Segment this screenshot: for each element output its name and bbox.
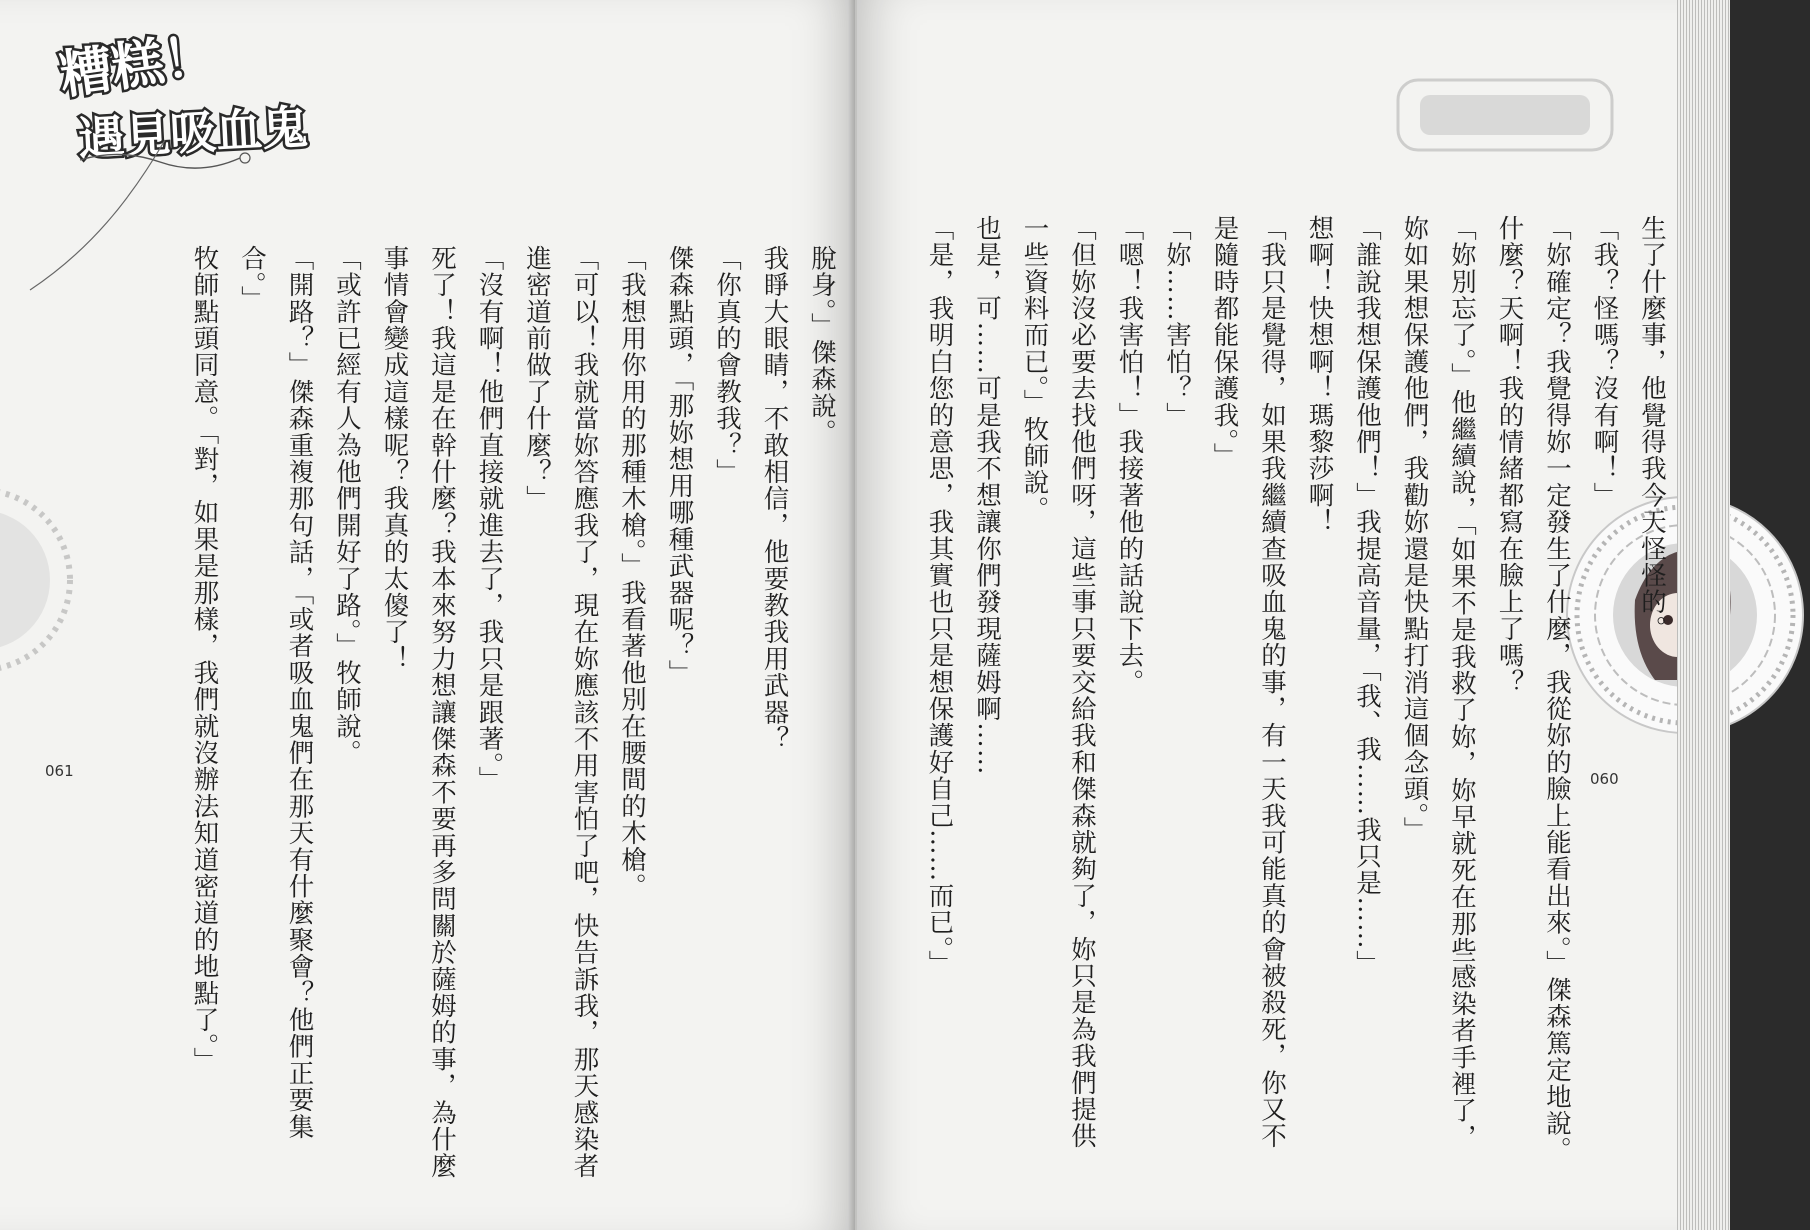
text-line: 「嗯！我害怕！」我接著他的話說下去。 bbox=[1114, 215, 1145, 696]
text-line: 「但妳沒必要去找他們呀，這些事只要交給我和傑森就夠了，妳只是為我們提供 bbox=[1067, 215, 1097, 1150]
text-line: 「我只是覺得，如果我繼續查吸血鬼的事，有一天我可能真的會被殺死，你又不 bbox=[1257, 215, 1287, 1150]
text-line: 想啊！快想啊！瑪黎莎啊！ bbox=[1304, 215, 1335, 536]
text-line: 牧師點頭同意。「對，如果是那樣，我們就沒辦法知道密道的地點了。」 bbox=[189, 245, 220, 1074]
book-fore-edge bbox=[1677, 0, 1730, 1230]
text-line: 是隨時都能保護我。」 bbox=[1209, 215, 1240, 470]
text-line: 「你真的會教我？」 bbox=[712, 245, 742, 486]
text-line: 「妳……害怕？」 bbox=[1162, 215, 1192, 429]
text-line: 「妳別忘了。」他繼續說，「如果不是我救了妳，妳早就死在那些感染者手裡了， bbox=[1447, 215, 1477, 1151]
text-line: 脫身。」傑森說。 bbox=[807, 245, 837, 446]
text-line: 死了！我這是在幹什麼？我本來努力想讓傑森不要再多問關於薩姆的事，為什麼 bbox=[427, 245, 457, 1180]
text-line: 「我？怪嗎？沒有啊！」 bbox=[1589, 215, 1620, 509]
text-line: 「或許已經有人為他們開好了路。」牧師說。 bbox=[332, 245, 362, 767]
right-page-body bbox=[915, 215, 1675, 1164]
page-number-right: 060 bbox=[1590, 770, 1619, 788]
text-line: 也是，可……可是我不想讓你們發現薩姆啊…… bbox=[972, 215, 1002, 776]
logo-title-line1: 糟糕！ bbox=[56, 24, 220, 107]
text-line: 「妳確定？我覺得妳一定發生了什麼，我從妳的臉上能看出來。」傑森篤定地說。 bbox=[1542, 215, 1572, 1164]
text-line: 「我想用你用的那種木槍。」我看著他別在腰間的木槍。 bbox=[617, 245, 647, 900]
text-line: 傑森點頭，「那妳想用哪種武器呢？」 bbox=[664, 245, 695, 687]
show-through-logo bbox=[1390, 60, 1620, 170]
page-number-left: 061 bbox=[45, 762, 74, 780]
logo-title-line2: 遇見吸血鬼 bbox=[76, 99, 310, 166]
text-line: 「開路？」傑森重複那句話，「或者吸血鬼們在那天有什麼聚會？他們正要集 bbox=[284, 245, 315, 1141]
decorative-lace-left bbox=[0, 480, 80, 680]
text-line: 事情會變成這樣呢？我真的太傻了！ bbox=[379, 245, 410, 673]
text-line: 生了什麼事，他覺得我今天怪怪的。 bbox=[1637, 215, 1667, 643]
text-line: 「沒有啊！他們直接就進去了，我只是跟著。」 bbox=[474, 245, 505, 793]
text-line: 什麼？天啊！我的情緒都寫在臉上了嗎？ bbox=[1494, 215, 1525, 696]
text-line: 一些資料而已。」牧師說。 bbox=[1019, 215, 1050, 523]
decorative-vine bbox=[20, 140, 170, 300]
text-line: 「誰說我想保護他們！」我提高音量，「我、我……我只是……」 bbox=[1352, 215, 1382, 977]
left-page bbox=[0, 0, 855, 1230]
text-line: 「可以！我就當妳答應我了，現在妳應該不用害怕了吧，快告訴我，那天感染者 bbox=[569, 245, 600, 1180]
text-line: 「是，我明白您的意思，我其實也只是想保護好自己……而已。」 bbox=[924, 215, 955, 977]
text-line: 合。」 bbox=[237, 245, 267, 313]
left-page-body bbox=[180, 245, 940, 1180]
text-line: 我睜大眼睛，不敢相信，他要教我用武器？ bbox=[759, 245, 790, 753]
text-line: 進密道前做了什麼？」 bbox=[522, 245, 552, 512]
text-line: 妳如果想保護他們，我勸妳還是快點打消這個念頭。」 bbox=[1399, 215, 1430, 844]
